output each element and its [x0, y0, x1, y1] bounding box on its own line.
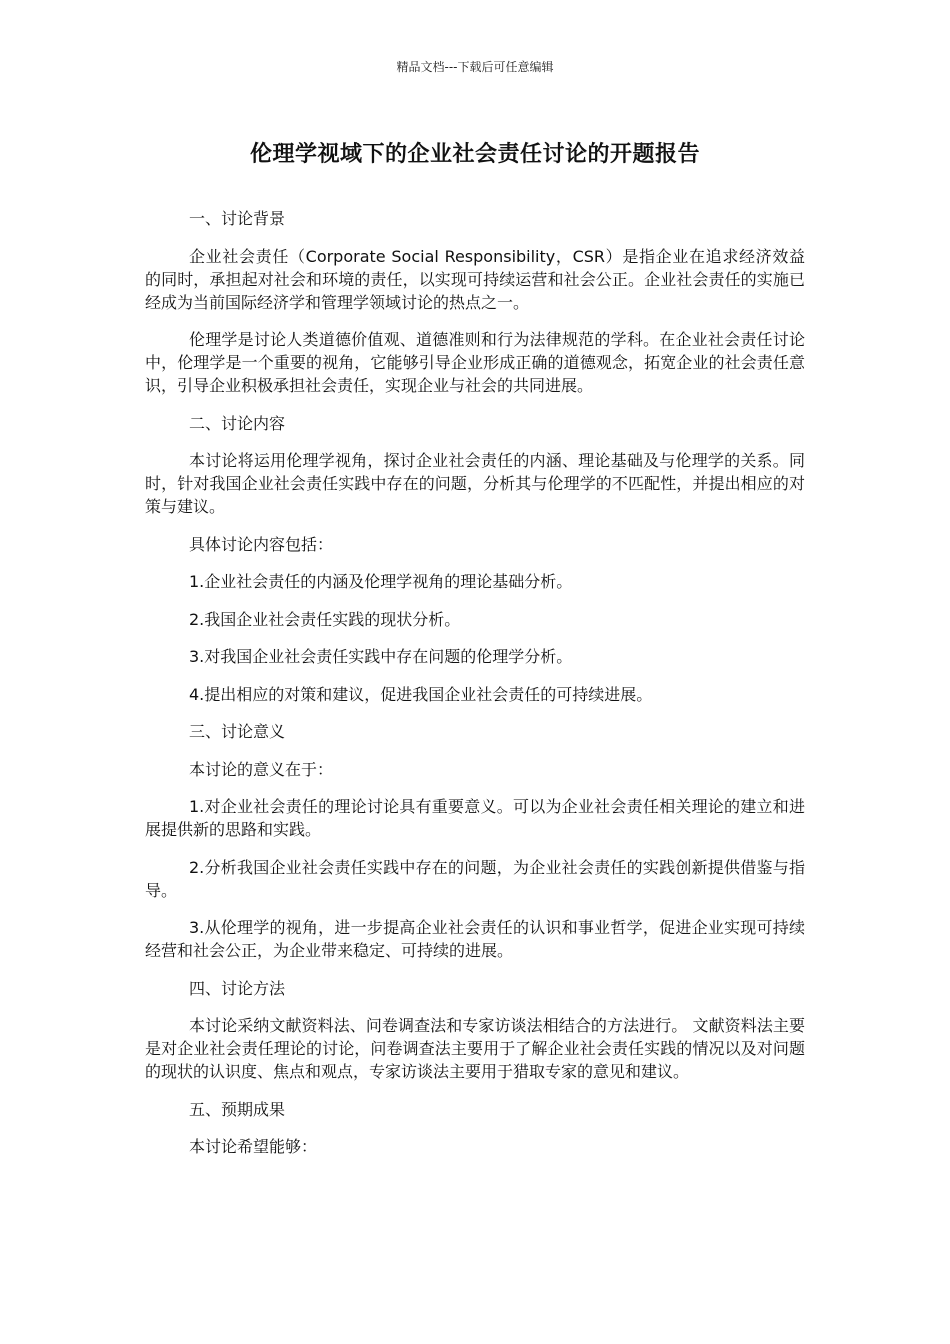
paragraph-csr-definition: 企业社会责任（Corporate Social Responsibility，CSR）是指企业在追求经济效益的同时，承担起对社会和环境的责任，以实现可持续运营和社会公正。企业社会责任的实施已经成为当前国际经济学和管理学领域讨论的热点之一。 [145, 246, 805, 312]
list-item-content-1: 1.企业社会责任的内涵及伦理学视角的理论基础分析。 [189, 572, 573, 591]
section-heading-expected-results: 五、预期成果 [189, 1099, 286, 1119]
paragraph-significance-intro: 本讨论的意义在于： [189, 759, 334, 779]
paragraph-content-intro: 具体讨论内容包括： [189, 534, 334, 554]
paragraph-ethics-perspective: 伦理学是讨论人类道德价值观、道德准则和行为法律规范的学科。在企业社会责任讨论中，伦理学是一个重要的视角，它能够引导企业形成正确的道德观念，拓宽企业的社会责任意识，引导企业积极承担社会责任，实现企业与社会的共同进展。 [145, 330, 805, 395]
section-heading-methods: 四、讨论方法 [189, 978, 286, 998]
paragraph-methods: 本讨论采纳文献资料法、问卷调查法和专家访谈法相结合的方法进行。 文献资料法主要是对企业社会责任理论的讨论，问卷调查法主要用于了解企业社会责任实践的情况以及对问题的现状的认识度、焦点和观点，专家访谈法主要用于猎取专家的意见和建议。 [145, 1016, 805, 1081]
list-item-content-4: 4.提出相应的对策和建议，促进我国企业社会责任的可持续进展。 [189, 684, 653, 704]
list-item-content-2: 2.我国企业社会责任实践的现状分析。 [189, 609, 461, 629]
page-header: 精品文档---下载后可任意编辑 [396, 60, 554, 74]
list-item-significance-2: 2.分析我国企业社会责任实践中存在的问题，为企业社会责任的实践创新提供借鉴与指导。 [145, 857, 805, 900]
section-heading-content: 二、讨论内容 [189, 413, 286, 433]
list-item-significance-1: 1.对企业社会责任的理论讨论具有重要意义。可以为企业社会责任相关理论的建立和进展提供新的思路和实践。 [145, 797, 805, 839]
paragraph-expected-results-intro: 本讨论希望能够： [189, 1137, 318, 1156]
list-item-content-3: 3.对我国企业社会责任实践中存在问题的伦理学分析。 [189, 647, 573, 666]
section-heading-background: 一、讨论背景 [189, 209, 286, 228]
document-body [145, 207, 805, 1173]
section-heading-significance: 三、讨论意义 [189, 722, 286, 741]
list-item-significance-3: 3.从伦理学的视角，进一步提高企业社会责任的认识和事业哲学，促进企业实现可持续经营和社会公正，为企业带来稳定、可持续的进展。 [145, 918, 805, 960]
paragraph-research-content: 本讨论将运用伦理学视角，探讨企业社会责任的内涵、理论基础及与伦理学的关系。同时，针对我国企业社会责任实践中存在的问题，分析其与伦理学的不匹配性，并提出相应的对策与建议。 [145, 451, 805, 516]
document-title: 伦理学视域下的企业社会责任讨论的开题报告 [249, 142, 700, 167]
